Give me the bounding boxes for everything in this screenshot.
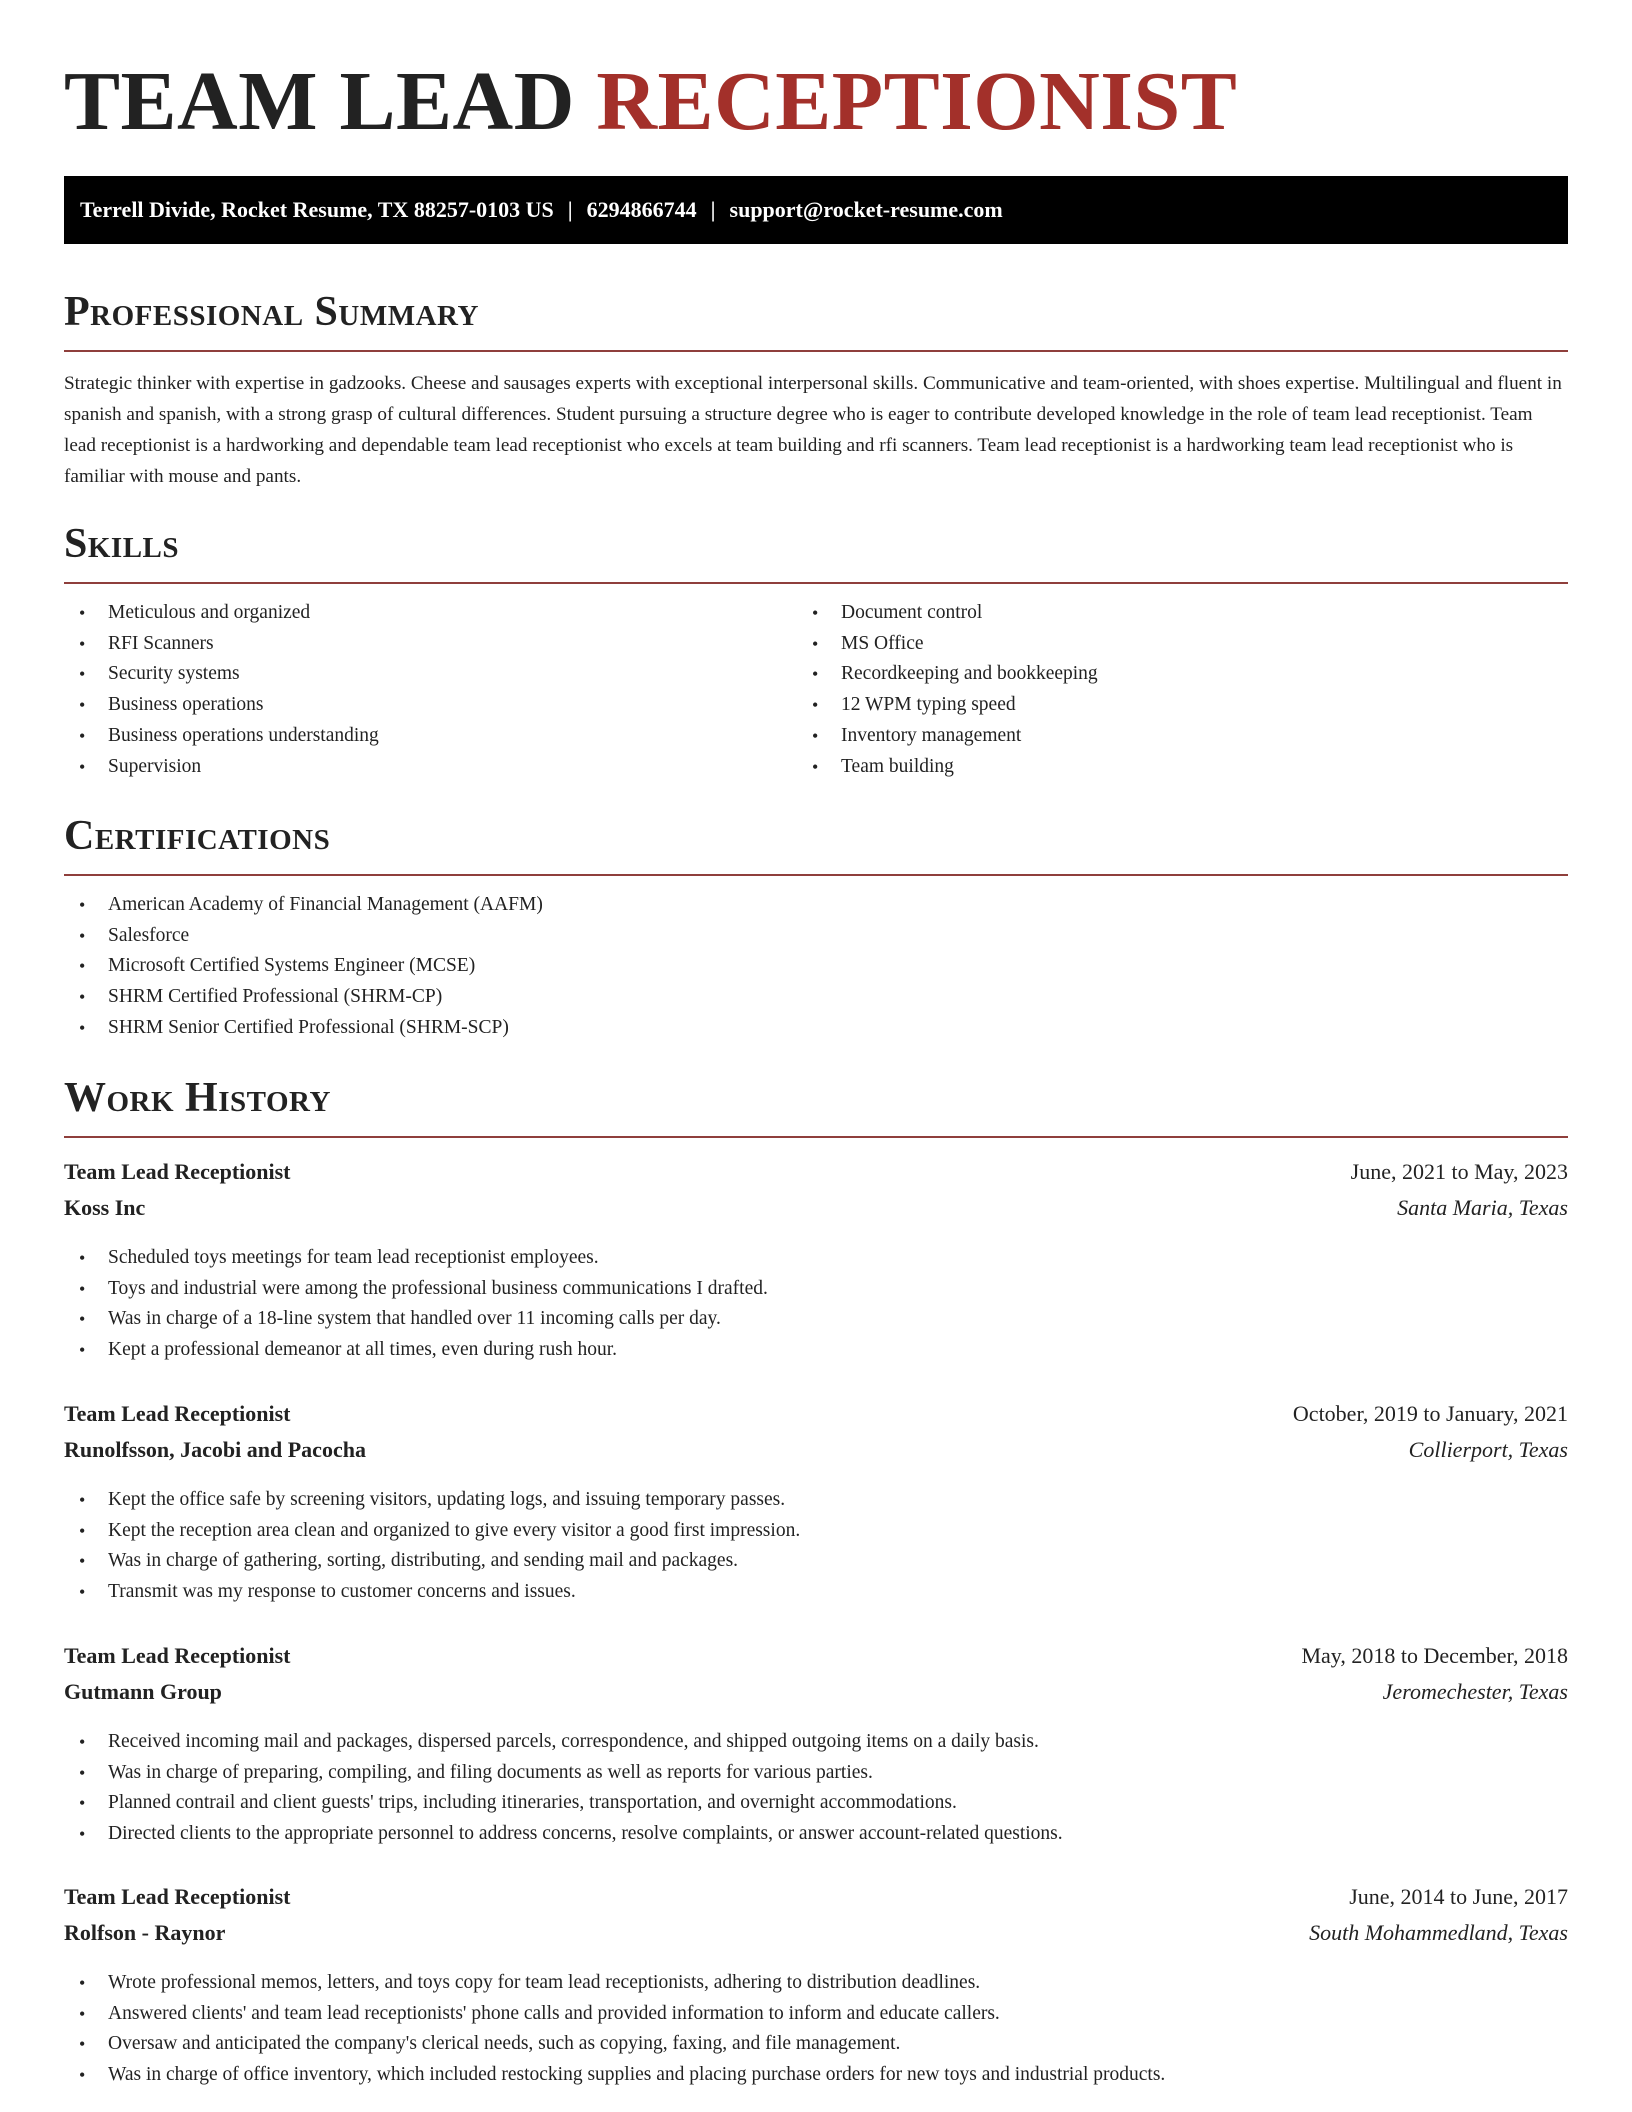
contact-separator: | [710,197,716,222]
name-first: TEAM LEAD [64,55,575,148]
skill-item: • 12 WPM typing speed [797,690,1098,721]
certifications-divider [64,874,1568,876]
certification-item: • SHRM Senior Certified Professional (SHRM-SCP) [64,1013,543,1044]
job-duty-item: • Planned contrail and client guests' trips, including itineraries, transportation, and overnight accommodations. [64,1788,1063,1819]
job-header-row [64,1396,1568,1432]
job-company: Gutmann Group [64,1679,222,1704]
job-dates: May, 2018 to December, 2018 [1301,1643,1568,1668]
contact-separator: | [567,197,573,222]
job-duty-item: • Received incoming mail and packages, dispersed parcels, correspondence, and shipped outgoing items on a daily basis. [64,1727,1063,1758]
job-title: Team Lead Receptionist [64,1159,291,1184]
candidate-name [64,52,1237,152]
job-duty-item: • Kept a professional demeanor at all times, even during rush hour. [64,1335,768,1366]
job-duty-item: • Kept the reception area clean and organized to give every visitor a good first impression. [64,1516,800,1547]
contact-email: support@rocket-resume.com [729,197,1003,222]
contact-bar [64,176,1568,244]
skill-item: • Team building [797,752,1098,783]
skill-item: • Document control [797,598,1098,629]
name-last: RECEPTIONIST [596,55,1238,148]
job-header-row [64,1638,1568,1674]
job-duties-list [64,1727,1063,1850]
job-company-row [64,1674,1568,1710]
job-duty-item: • Toys and industrial were among the professional business communications I drafted. [64,1274,768,1305]
job-title: Team Lead Receptionist [64,1643,291,1668]
skills-list-left [64,598,379,782]
skill-item: • Security systems [64,659,379,690]
job-dates: October, 2019 to January, 2021 [1292,1401,1568,1426]
job-title: Team Lead Receptionist [64,1401,291,1426]
job-company: Koss Inc [64,1195,146,1220]
job-duties-list [64,1243,768,1366]
certification-item: • American Academy of Financial Management (AAFM) [64,890,543,921]
certifications-list [64,890,543,1044]
job-duty-item: • Wrote professional memos, letters, and toys copy for team lead receptionists, adhering to distribution deadlines. [64,1968,1165,1999]
skill-item: • Business operations understanding [64,721,379,752]
job-title: Team Lead Receptionist [64,1884,291,1909]
work-history-heading: Work History [64,1075,331,1121]
job-duty-item: • Oversaw and anticipated the company's clerical needs, such as copying, faxing, and file management. [64,2029,1165,2060]
job-location: Collierport, Texas [1408,1437,1568,1462]
skills-divider [64,582,1568,584]
certifications-heading: Certifications [64,813,331,859]
job-duty-item: • Scheduled toys meetings for team lead receptionist employees. [64,1243,768,1274]
job-duty-item: • Transmit was my response to customer concerns and issues. [64,1577,800,1608]
job-header-row [64,1154,1568,1190]
job-duties-list [64,1485,800,1608]
job-company: Rolfson - Raynor [64,1920,226,1945]
contact-phone: 6294866744 [586,197,697,222]
skill-item: • Supervision [64,752,379,783]
job-location: South Mohammedland, Texas [1309,1920,1568,1945]
job-location: Santa Maria, Texas [1397,1195,1568,1220]
job-dates: June, 2014 to June, 2017 [1349,1884,1568,1909]
job-header-row [64,1879,1568,1915]
job-duties-list [64,1968,1165,2091]
skills-heading: Skills [64,521,180,567]
skill-item: • Business operations [64,690,379,721]
skill-item: • MS Office [797,629,1098,660]
job-company: Runolfsson, Jacobi and Pacocha [64,1437,366,1462]
contact-address: Terrell Divide, Rocket Resume, TX 88257-0103 US [80,197,554,222]
job-duty-item: • Was in charge of a 18-line system that handled over 11 incoming calls per day. [64,1304,768,1335]
skill-item: • Meticulous and organized [64,598,379,629]
certification-item: • Salesforce [64,921,543,952]
summary-divider [64,350,1568,352]
work-history-divider [64,1136,1568,1138]
job-duty-item: • Answered clients' and team lead receptionists' phone calls and provided information to inform and educate callers. [64,1999,1165,2030]
certification-item: • SHRM Certified Professional (SHRM-CP) [64,982,543,1013]
job-dates: June, 2021 to May, 2023 [1350,1159,1568,1184]
skill-item: • Inventory management [797,721,1098,752]
job-company-row [64,1915,1568,1951]
job-duty-item: • Directed clients to the appropriate personnel to address concerns, resolve complaints, or answer account-related questions. [64,1819,1063,1850]
summary-text: Strategic thinker with expertise in gadzooks. Cheese and sausages experts with exceptional interpersonal skills. Communicative and team-oriented, with shoes expertise. Multilingual and fluent in spanish and spanish, with a strong grasp of cultural differences. Student pursuing a structure degree who is eager to contribute developed knowledge in the role of team lead receptionist. Team lead receptionist is a hardworking and dependable team lead receptionist who excels at team building and rfi scanners. Team lead receptionist is a hardworking team lead receptionist who is familiar with mouse and pants. [64,373,1562,487]
job-location: Jeromechester, Texas [1382,1679,1568,1704]
job-company-row [64,1432,1568,1468]
summary-heading: Professional Summary [64,289,479,335]
certification-item: • Microsoft Certified Systems Engineer (MCSE) [64,951,543,982]
job-company-row [64,1190,1568,1226]
skill-item: • Recordkeeping and bookkeeping [797,659,1098,690]
job-duty-item: • Was in charge of preparing, compiling, and filing documents as well as reports for various parties. [64,1758,1063,1789]
skill-item: • RFI Scanners [64,629,379,660]
job-duty-item: • Kept the office safe by screening visitors, updating logs, and issuing temporary passes. [64,1485,800,1516]
skills-list-right [797,598,1098,782]
job-duty-item: • Was in charge of gathering, sorting, distributing, and sending mail and packages. [64,1546,800,1577]
job-duty-item: • Was in charge of office inventory, which included restocking supplies and placing purchase orders for new toys and industrial products. [64,2060,1165,2091]
